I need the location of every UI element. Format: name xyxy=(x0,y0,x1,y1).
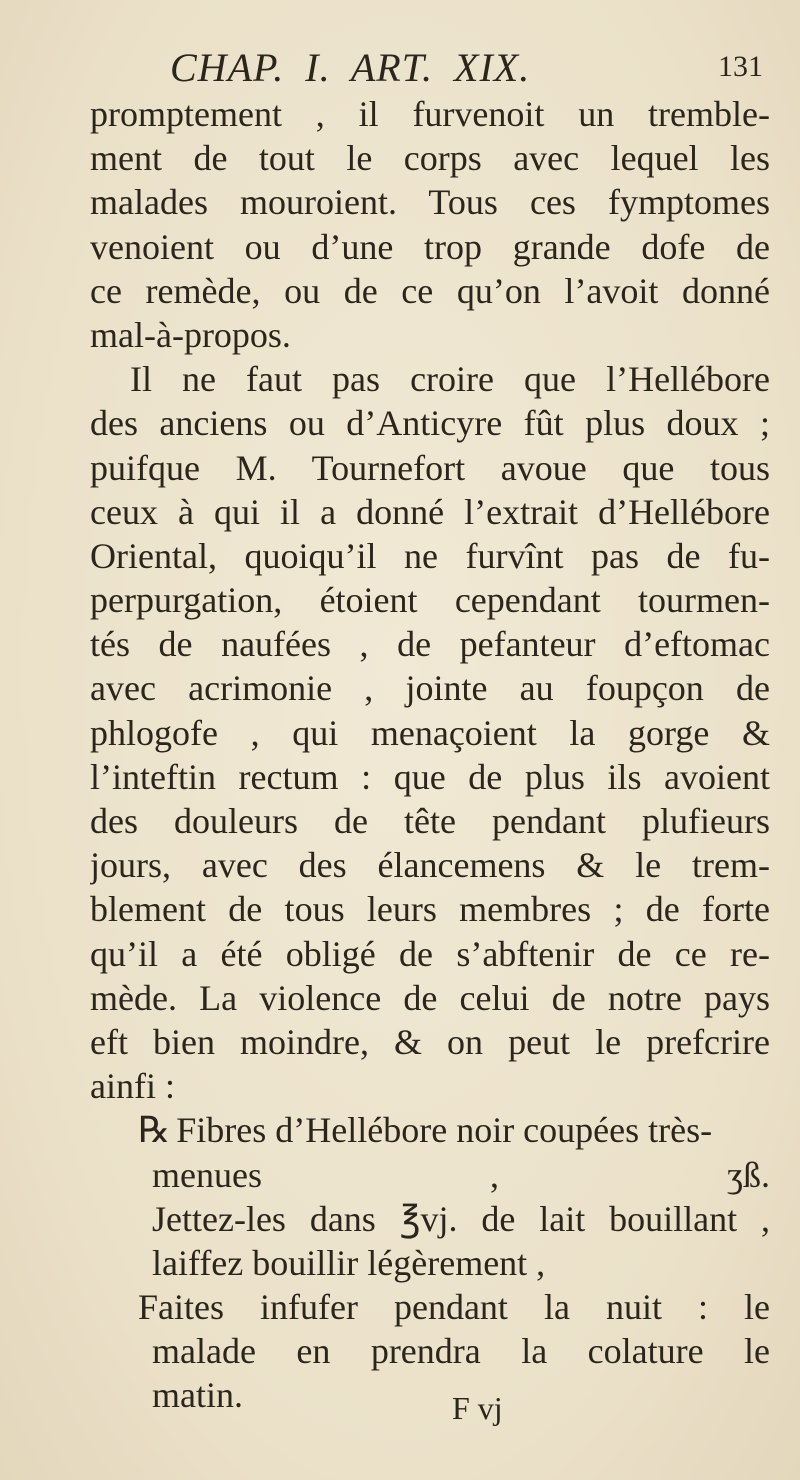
running-head: CHAP. I. ART. XIX. xyxy=(170,45,531,90)
recipe-line xyxy=(90,1108,770,1152)
page-number: 131 xyxy=(718,50,763,83)
recipe-line: matin. xyxy=(152,1375,243,1416)
recipe-line: Jettez-les dans ℥vj. de lait bouillant , xyxy=(152,1198,770,1239)
text-line: jours, avec des élancemens & le trem- xyxy=(90,845,770,886)
catchword: F vj xyxy=(452,1390,503,1426)
text-line: perpurgation, étoient cependant tourmen- xyxy=(90,580,770,621)
text-line: qu’il a été obligé de s’abftenir de ce re- xyxy=(90,933,770,974)
text-line: avec acrimonie , jointe au foupçon de xyxy=(90,668,770,709)
text-line: phlogofe , qui menaçoient la gorge & xyxy=(90,712,770,753)
page-header xyxy=(0,44,800,94)
text-line: malades mouroient. Tous ces fymptomes xyxy=(90,182,770,223)
text-line: tés de naufées , de pefanteur d’eftomac xyxy=(90,624,770,665)
recipe-text: menues , xyxy=(152,1154,499,1195)
text-line: ce remède, ou de ce qu’on l’avoit donné xyxy=(90,270,770,311)
recipe-line: laiffez bouillir légèrement , xyxy=(152,1242,546,1283)
text-line: blement de tous leurs membres ; de forte xyxy=(90,889,770,930)
recipe-symbol: ℞ xyxy=(138,1110,171,1152)
text-line: Oriental, quoiqu’il ne furvînt pas de fu- xyxy=(90,535,770,576)
text-line: des anciens ou d’Anticyre fût plus doux ; xyxy=(90,403,770,444)
recipe-text: Fibres d’Hellébore noir coupées très- xyxy=(176,1110,713,1151)
text-line: des douleurs de tête pendant plufieurs xyxy=(90,801,770,841)
recipe-dose: ʒß. xyxy=(727,1154,770,1195)
text-line: promptement , il furvenoit un tremble- xyxy=(90,94,770,134)
text-line: ceux à qui il a donné l’extrait d’Hellébore xyxy=(90,491,770,532)
text-line: mède. La violence de celui de notre pays xyxy=(90,977,770,1018)
recipe-line xyxy=(90,1153,770,1197)
text-line: puifque M. Tournefort avoue que tous xyxy=(90,447,770,488)
text-line: mal-à-propos. xyxy=(90,314,291,355)
recipe-line: Faites infufer pendant la nuit : le xyxy=(138,1287,770,1328)
recipe-line: malade en prendra la colature le xyxy=(152,1331,770,1372)
text-line: venoient ou d’une trop grande dofe de xyxy=(90,226,770,267)
body-text xyxy=(90,92,770,1418)
text-line: Il ne faut pas croire que l’Hellébore xyxy=(130,359,770,400)
text-line: l’inteftin rectum : que de plus ils avoient xyxy=(90,756,770,797)
text-line: ainfi : xyxy=(90,1066,175,1107)
text-line: ment de tout le corps avec lequel les xyxy=(90,138,770,179)
text-line: eft bien moindre, & on peut le prefcrire xyxy=(90,1021,770,1062)
